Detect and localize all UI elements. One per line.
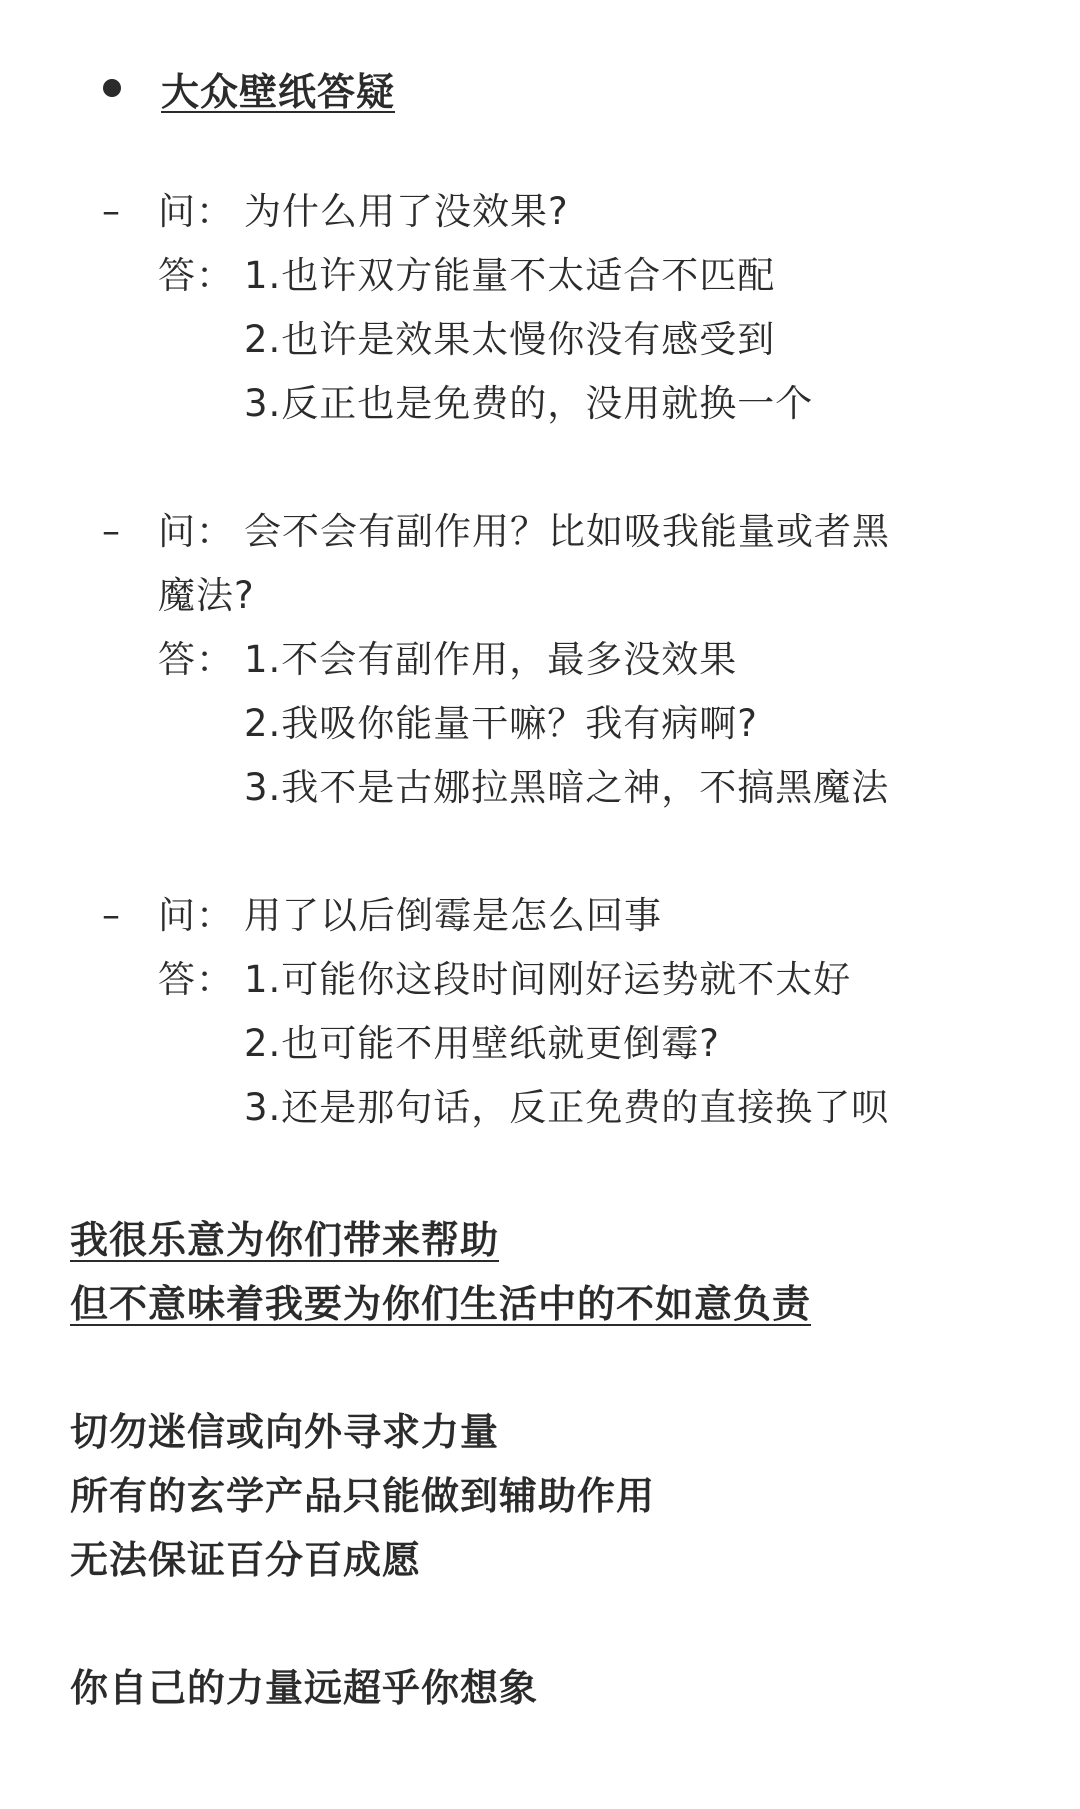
statement: 切勿迷信或向外寻求力量 [70,1410,500,1454]
dash-bullet: – [102,191,120,232]
dash-bullet: – [102,895,120,936]
question-text: 会不会有副作用？比如吸我能量或者黑 [244,510,890,553]
answer-label: 答： [158,254,234,297]
bullet-icon [103,79,121,97]
section-heading [103,58,395,118]
dash-bullet: – [102,511,120,552]
question-text-continued: 魔法? [158,574,255,617]
statement: 无法保证百分百成愿 [70,1538,422,1582]
answer-line: 3.我不是古娜拉黑暗之神，不搞黑魔法 [244,766,890,809]
answer-line: 1.可能你这段时间刚好运势就不太好 [244,958,852,1001]
statement-underlined: 但不意味着我要为你们生活中的不如意负责 [70,1282,812,1326]
question-text: 用了以后倒霉是怎么回事 [244,894,662,937]
answer-line: 2.也许是效果太慢你没有感受到 [244,318,776,361]
answer-line: 1.不会有副作用，最多没效果 [244,638,738,681]
closing-statement: 你自己的力量远超乎你想象 [70,1666,539,1710]
answer-label: 答： [158,958,234,1001]
statement: 所有的玄学产品只能做到辅助作用 [70,1474,656,1518]
answer-label: 答： [158,638,234,681]
question-label: 问： [158,510,234,553]
answer-line: 3.反正也是免费的，没用就换一个 [244,382,814,425]
statement-underlined: 我很乐意为你们带来帮助 [70,1218,500,1262]
question-text: 为什么用了没效果? [244,190,569,233]
answer-line: 2.我吸你能量干嘛？我有病啊? [244,702,758,745]
answer-line: 1.也许双方能量不太适合不匹配 [244,254,776,297]
question-label: 问： [158,190,234,233]
answer-line: 2.也可能不用壁纸就更倒霉? [244,1022,720,1065]
heading-title: 大众壁纸答疑 [161,69,396,114]
question-label: 问： [158,894,234,937]
answer-line: 3.还是那句话，反正免费的直接换了呗 [244,1086,890,1129]
